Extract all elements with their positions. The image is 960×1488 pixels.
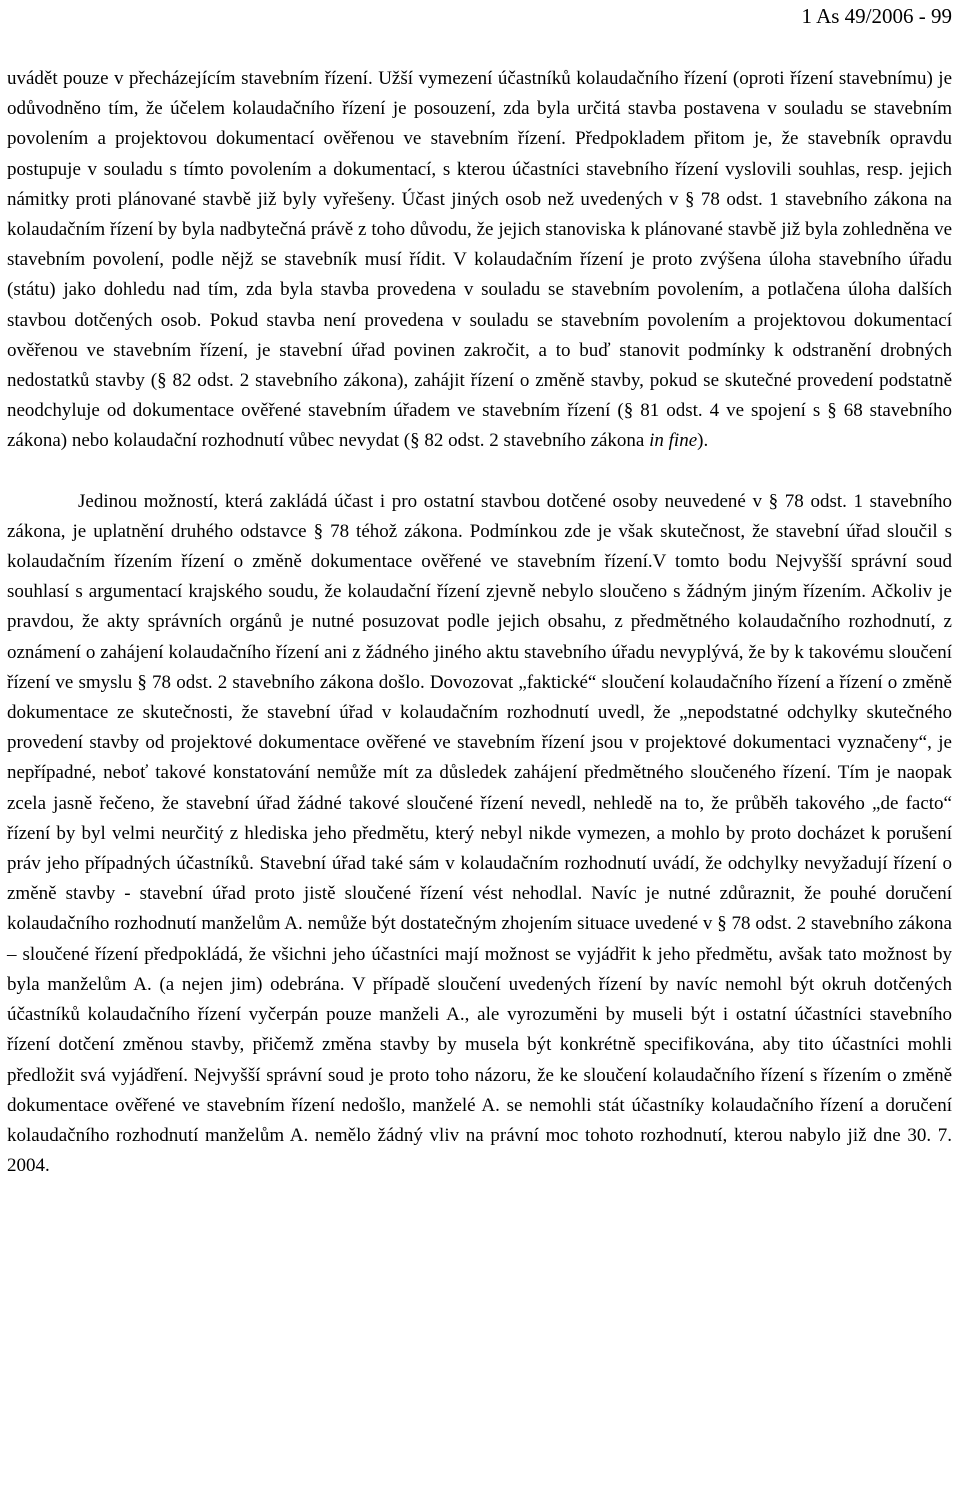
paragraph-1 (7, 64, 952, 457)
paragraph-1-ending: ). (697, 430, 709, 452)
paragraph-1-text: uvádět pouze v přecházejícím stavebním řízení. Užší vymezení účastníků kolaudačního řízení (oproti řízení stavebnímu) je odůvodněno tím, že účelem kolaudačního řízení je posouzení, zda byla určitá stavba postavena v souladu se stavebním povolením a projektovou dokumentací ověřenou ve stavebním řízení. Předpokladem přitom je, že stavebník opravdu postupuje v souladu s tímto povolením a dokumentací, s kterou účastníci stavebního řízení vyslovili souhlas, resp. jejich námitky proti plánované stavbě již byly vyřešeny. Účast jiných osob než uvedených v § 78 odst. 1 stavebního zákona na kolaudačním řízení by byla nadbytečná právě z toho důvodu, že jejich stanoviska k plánované stavbě již byla zohledněna ve stavebním povolení, podle nějž se stavebník musí řídit. V kolaudačním řízení je proto zvýšena úloha stavebního úřadu (státu) jako dohledu nad tím, zda byla stavba provedena v souladu se stavebním povolením, a potlačena úloha dalších stavbou dotčených osob. Pokud stavba není provedena v souladu se stavebním povolením a projektovou dokumentací ověřenou ve stavebním řízení, je stavební úřad povinen zakročit, a to buď stanovit podmínky k odstranění drobných nedostatků stavby (§ 82 odst. 2 stavebního zákona), zahájit řízení o změně stavby, pokud se skutečné provedení podstatně neodchyluje od dokumentace ověřené stavebním úřadem ve stavebním řízení (§ 81 odst. 4 ve spojení s § 68 stavebního zákona) nebo kolaudační rozhodnutí vůbec nevydat (§ 82 odst. 2 stavebního zákona (7, 68, 952, 452)
page-header (801, 4, 952, 28)
document-body (7, 64, 952, 1181)
paragraph-1-italic: in fine (649, 430, 698, 452)
paragraph-2-text: Jedinou možností, která zakládá účast i pro ostatní stavbou dotčené osoby neuvedené v § 78 odst. 1 stavebního zákona, je uplatnění druhého odstavce § 78 téhož zákona. Podmínkou zde je však skutečnost, že stavební úřad sloučil s kolaudačním řízením řízení o změně dokumentace ověřené ve stavebním řízení.V tomto bodu Nejvyšší správní soud souhlasí s argumentací krajského soudu, že kolaudační řízení zjevně nebylo sloučeno s žádným jiným řízením. Ačkoliv je pravdou, že akty správních orgánů je nutné posuzovat podle jejich obsahu, z předmětného kolaudačního rozhodnutí, z oznámení o zahájení kolaudačního řízení ani z žádného jiného aktu stavebního úřadu nevyplývá, že by k takovému sloučení řízení ve smyslu § 78 odst. 2 stavebního zákona došlo. Dovozovat „faktické“ sloučení kolaudačního řízení a řízení o změně dokumentace ze skutečnosti, že stavební úřad v kolaudačním rozhodnutí uvedl, že „nepodstatné odchylky skutečného provedení stavby od projektové dokumentace ověřené ve stavebním řízení jsou v projektové dokumentaci vyznačeny“, je nepřípadné, neboť takové konstatování nemůže mít za důsledek zahájení předmětného sloučeného řízení. Tím je naopak zcela jasně řečeno, že stavební úřad žádné takové sloučené řízení nevedl, nehledě na to, že průběh takového „de facto“ řízení by byl velmi neurčitý z hlediska jeho předmětu, který nebyl nikde vymezen, a mohlo by proto docházet k porušení práv jeho případných účastníků. Stavební úřad také sám v kolaudačním rozhodnutí uvádí, že odchylky nevyžadují řízení o změně stavby - stavební úřad proto jistě sloučené řízení vést nehodlal. Navíc je nutné zdůraznit, že pouhé doručení kolaudačního rozhodnutí manželům A. nemůže být dostatečným zhojením situace uvedené v § 78 odst. 2 stavebního zákona – sloučené řízení předpokládá, že všichni jeho účastníci mají možnost se vyjádřit k jeho předmětu, avšak tato možnost by byla manželům A. (a nejen jim) odebrána. V případě sloučení uvedených řízení by navíc nemohl být okruh dotčených účastníků kolaudačního řízení vyčerpán pouze manželi A., ale vyrozuměni by museli být i ostatní účastníci stavebního řízení dotčení změnou stavby, přičemž změna stavby by musela být konkrétně specifikována, aby tito účastníci mohli předložit svá vyjádření. Nejvyšší správní soud je proto toho názoru, že ke sloučení kolaudačního řízení s řízením o změně dokumentace ověřené ve stavebním řízení nedošlo, manželé A. se nemohli stát účastníky kolaudačního řízení a doručení kolaudačního rozhodnutí manželům A. nemělo žádný vliv na právní moc tohoto rozhodnutí, kterou nabylo již dne 30. 7. 2004. (7, 490, 952, 1177)
case-reference: 1 As 49/2006 - 99 (801, 4, 952, 28)
paragraph-2 (7, 487, 952, 1182)
